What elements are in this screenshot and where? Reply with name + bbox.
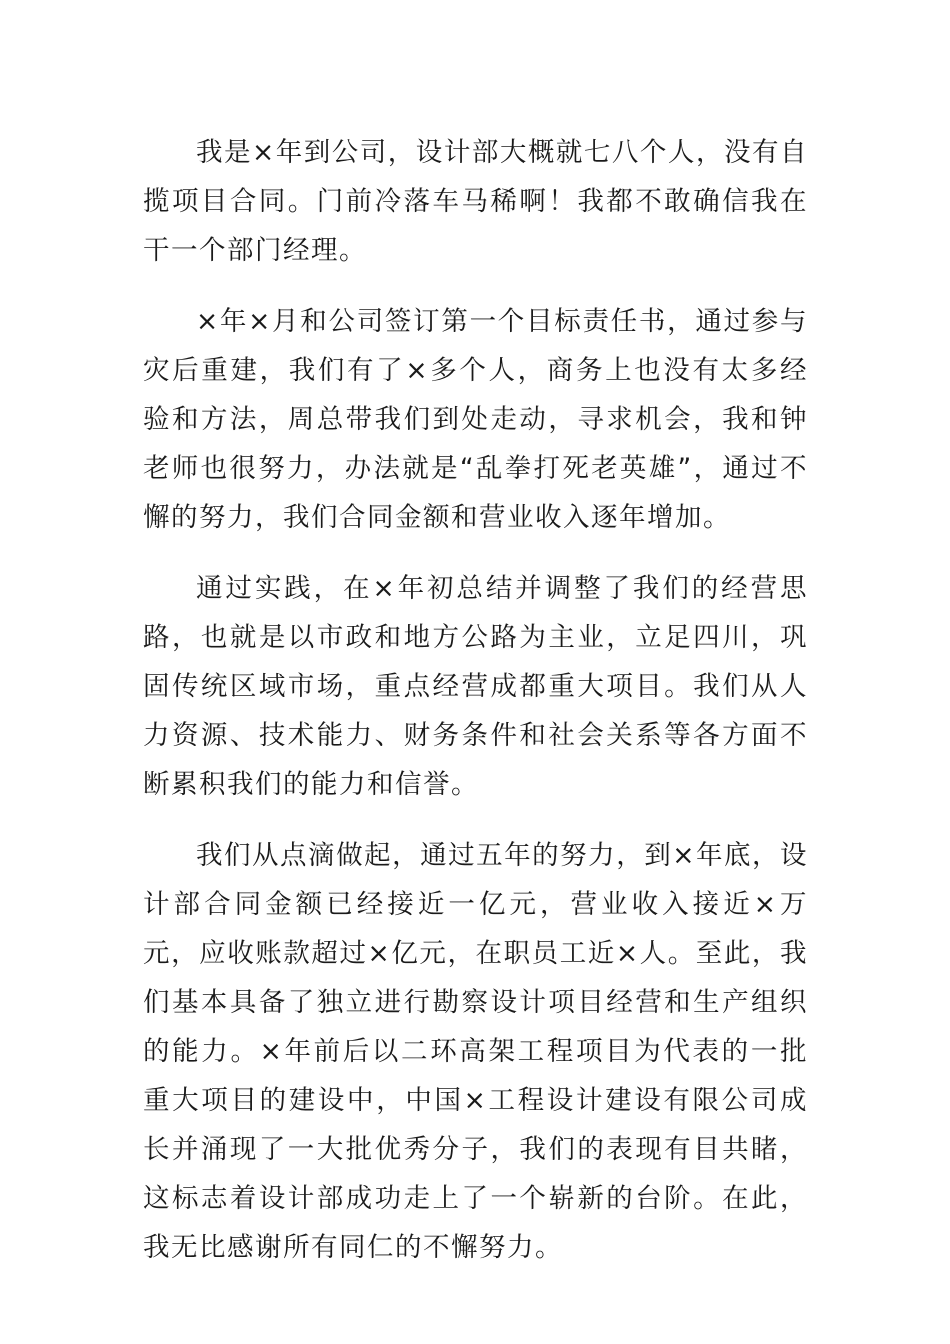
paragraph-4: 我们从点滴做起，通过五年的努力，到×年底，设计部合同金额已经接近一亿元，营业收入接近×万元，应收账款超过×亿元，在职员工近×人。至此，我们基本具备了独立进行勘察设计项目经营和生产组织的能力。×年前后以二环高架工程项目为代表的一批重大项目的建设中，中国×工程设计建设有限公司成长并涌现了一大批优秀分子，我们的表现有目共睹，这标志着设计部成功走上了一个崭新的台阶。在此，我无比感谢所有同仁的不懈努力。 [143, 840, 808, 1263]
document-body [143, 128, 808, 1294]
paragraph-2: ×年×月和公司签订第一个目标责任书，通过参与灾后重建，我们有了×多个人，商务上也没有太多经验和方法，周总带我们到处走动，寻求机会，我和钟老师也很努力，办法就是“乱拳打死老英雄”，通过不懈的努力，我们合同金额和营业收入逐年增加。 [143, 306, 808, 533]
paragraph-3: 通过实践，在×年初总结并调整了我们的经营思路，也就是以市政和地方公路为主业，立足四川，巩固传统区域市场，重点经营成都重大项目。我们从人力资源、技术能力、财务条件和社会关系等各方面不断累积我们的能力和信誉。 [143, 573, 808, 800]
paragraph-1: 我是×年到公司，设计部大概就七八个人，没有自揽项目合同。门前冷落车马稀啊！我都不敢确信我在干一个部门经理。 [143, 137, 808, 266]
